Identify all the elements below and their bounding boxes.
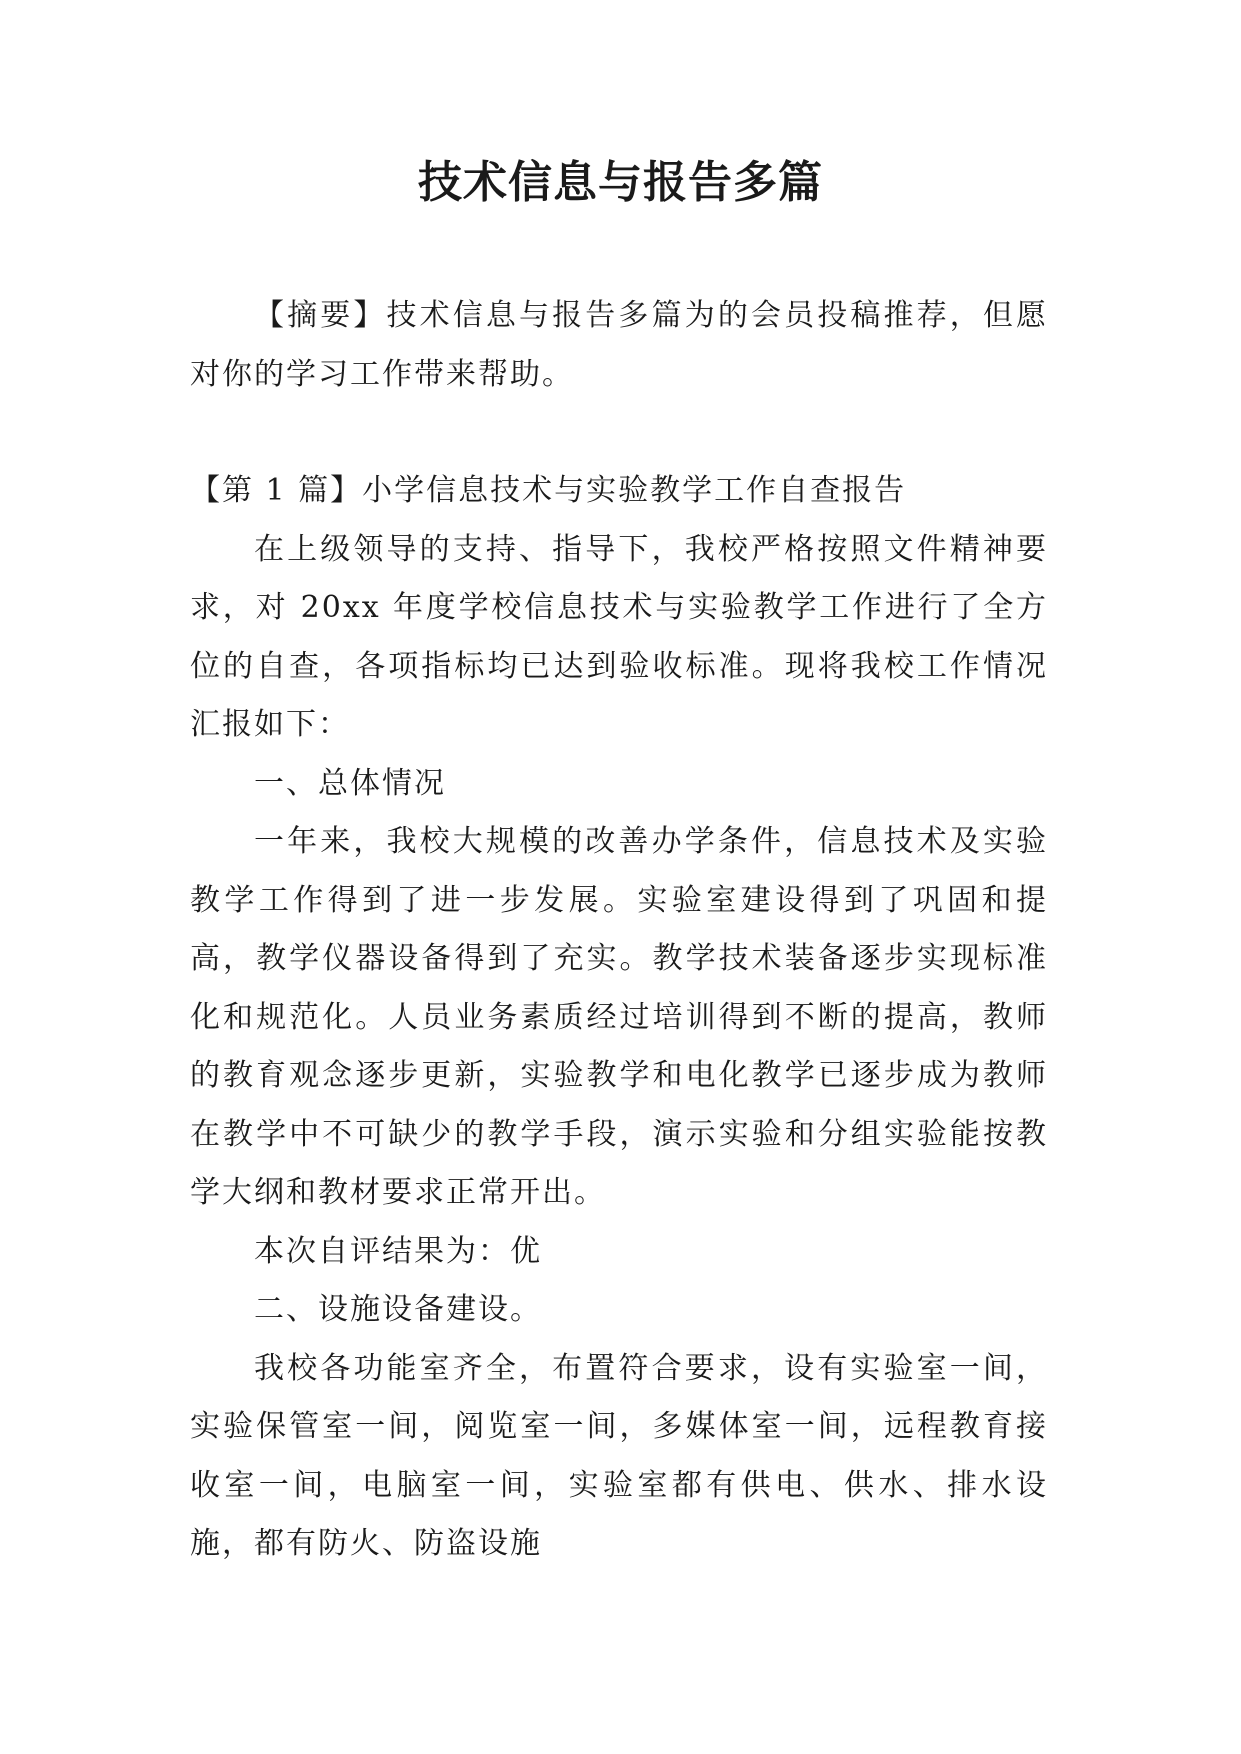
subheading-facilities: 二、设施设备建设。 — [254, 1292, 542, 1327]
self-evaluation-result: 本次自评结果为：优 — [254, 1233, 542, 1269]
document-title: 技术信息与报告多篇 — [418, 157, 823, 208]
body-paragraph-intro: 在上级领导的支持、指导下，我校严格按照文件精神要求，对 20xx 年度学校信息技术与实验教学工作进行了全方位的自查，各项指标均已达到验收标准。现将我校工作情况汇报如下： — [190, 531, 1048, 742]
subheading-overview: 一、总体情况 — [254, 765, 446, 801]
body-paragraph-overview: 一年来，我校大规模的改善办学条件，信息技术及实验教学工作得到了进一步发展。实验室建设得到了巩固和提高，教学仪器设备得到了充实。教学技术装备逐步实现标准化和规范化。人员业务素质经过培训得到不断的提高，教师的教育观念逐步更新，实验教学和电化教学已逐步成为教师在教学中不可缺少的教学手段，演示实验和分组实验能按教学大纲和教材要求正常开出。 — [190, 824, 1048, 1210]
section-heading: 【第 1 篇】小学信息技术与实验教学工作自查报告 — [190, 473, 907, 508]
abstract-paragraph: 【摘要】技术信息与报告多篇为的会员投稿推荐，但愿对你的学习工作带来帮助。 — [190, 298, 1048, 392]
body-paragraph-facilities: 我校各功能室齐全，布置符合要求，设有实验室一间，实验保管室一间，阅览室一间，多媒体室一间，远程教育接收室一间，电脑室一间，实验室都有供电、供水、排水设施，都有防火、防盗设施 — [190, 1350, 1048, 1561]
document-body — [190, 287, 1048, 1574]
